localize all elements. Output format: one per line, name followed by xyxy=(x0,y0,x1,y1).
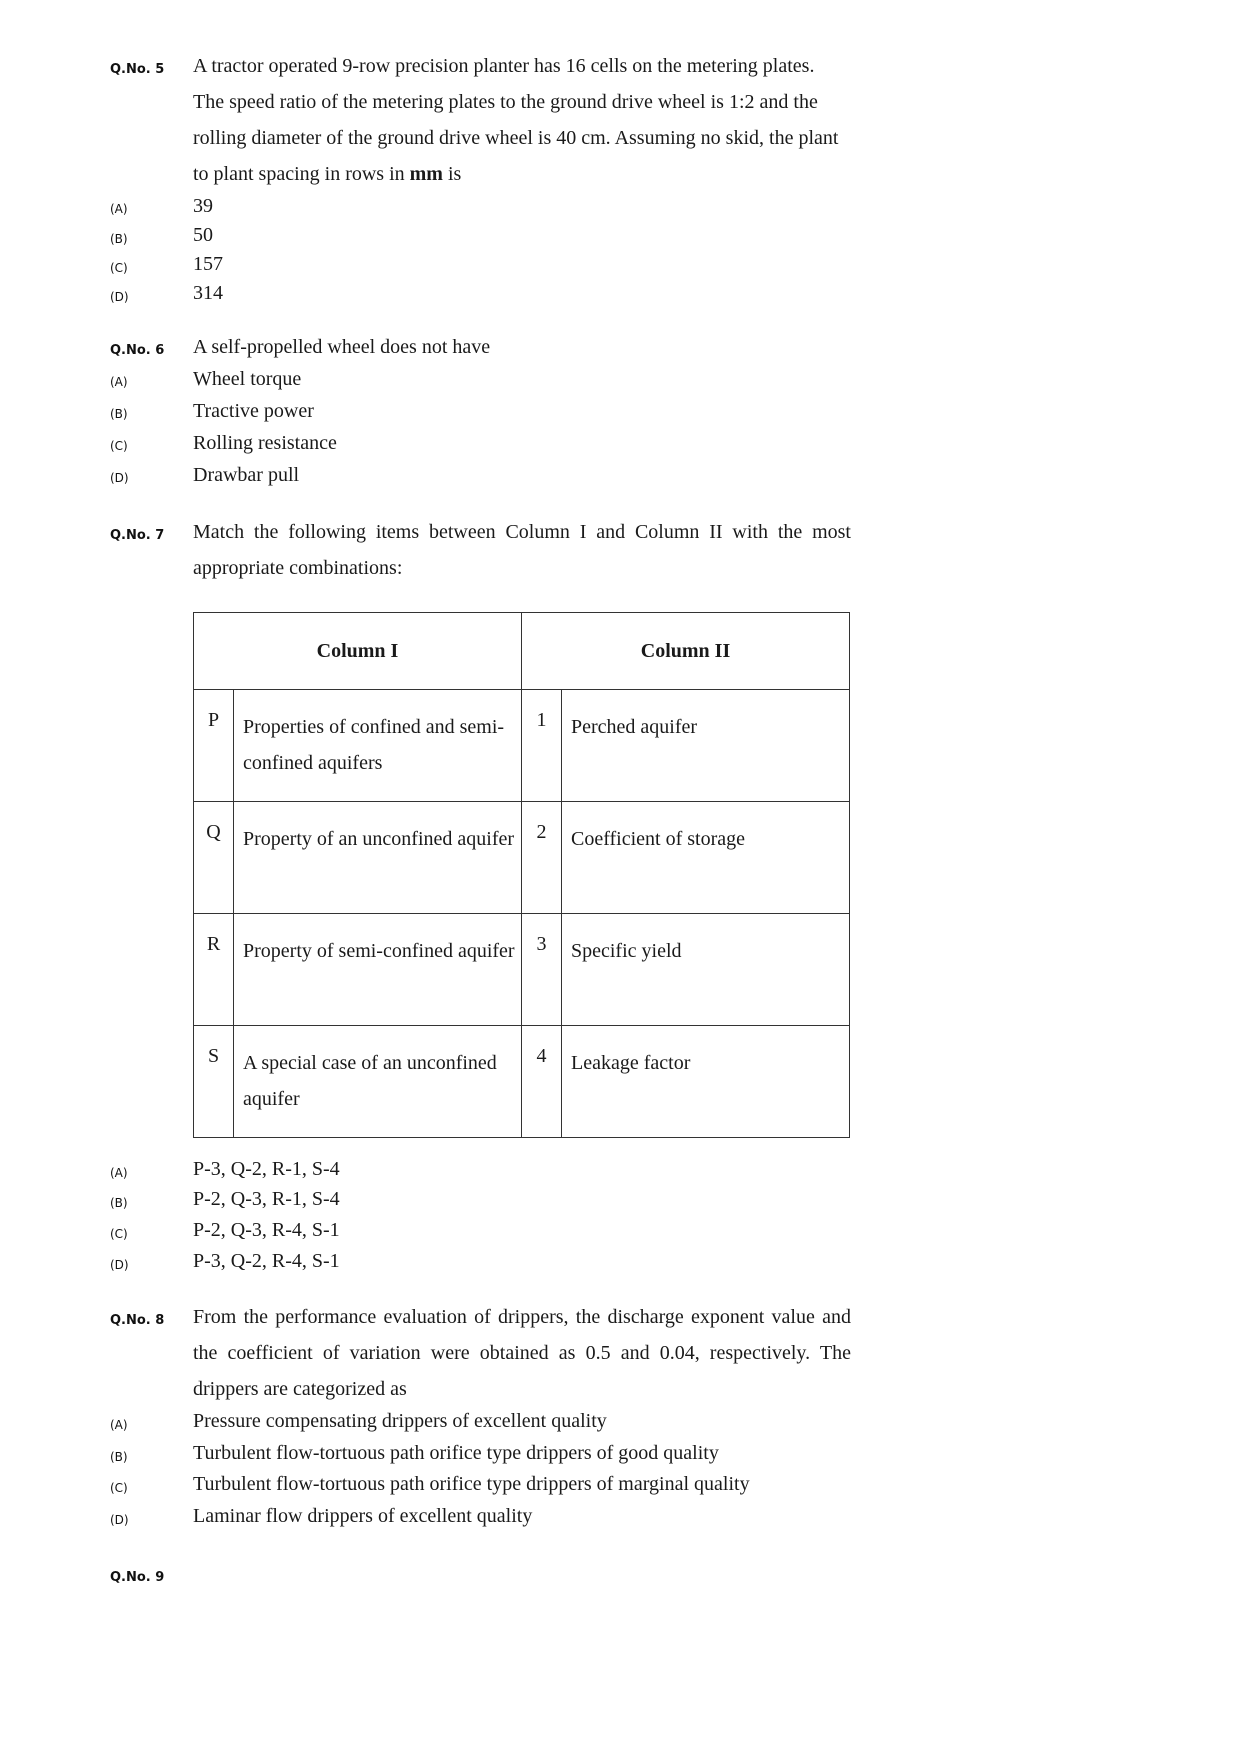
option-label: (A) xyxy=(110,1166,128,1180)
question-text-line: A tractor operated 9-row precision planter has 16 cells on the metering plates. xyxy=(193,55,815,77)
option-label: (C) xyxy=(110,1481,128,1495)
column-1-key: S xyxy=(194,1026,234,1138)
column-2-item: Coefficient of storage xyxy=(562,802,850,914)
column-2-header: Column II xyxy=(522,613,850,690)
match-table xyxy=(193,612,850,1138)
column-2-key: 2 xyxy=(522,802,562,914)
table-row xyxy=(194,1026,850,1138)
question-text-line: The speed ratio of the metering plates to the ground drive wheel is 1:2 and the xyxy=(193,91,818,113)
question-number: Q.No. 7 xyxy=(110,528,165,543)
option-label: (B) xyxy=(110,1450,128,1464)
option-text: 50 xyxy=(193,224,213,246)
column-1-item: A special case of an unconfined aquifer xyxy=(234,1026,522,1138)
question-text: A self-propelled wheel does not have xyxy=(193,336,491,358)
option-label: (D) xyxy=(110,471,129,485)
option-label: (B) xyxy=(110,232,128,246)
option-label: (B) xyxy=(110,407,128,421)
option-text: Rolling resistance xyxy=(193,432,337,454)
column-2-key: 4 xyxy=(522,1026,562,1138)
unit-emphasis: mm xyxy=(409,163,443,185)
option-label: (A) xyxy=(110,1418,128,1432)
option-text: Turbulent flow-tortuous path orifice type drippers of good quality xyxy=(193,1442,719,1464)
option-text: Turbulent flow-tortuous path orifice type drippers of marginal quality xyxy=(193,1473,750,1495)
question-text: From the performance evaluation of drippers, the discharge exponent value and the coefficient of variation were obtained as 0.5 and 0.04, respectively. The drippers are categorized as xyxy=(193,1306,851,1400)
column-1-item: Property of semi-confined aquifer xyxy=(234,914,522,1026)
question-number: Q.No. 5 xyxy=(110,62,165,77)
option-label: (D) xyxy=(110,290,129,304)
option-text: 157 xyxy=(193,253,223,275)
column-1-key: P xyxy=(194,690,234,802)
option-label: (A) xyxy=(110,375,128,389)
table-row xyxy=(194,690,850,802)
column-2-item: Specific yield xyxy=(562,914,850,1026)
column-1-item: Property of an unconfined aquifer xyxy=(234,802,522,914)
table-header-row xyxy=(194,613,850,690)
column-2-key: 1 xyxy=(522,690,562,802)
option-text: Laminar flow drippers of excellent quality xyxy=(193,1505,533,1527)
column-2-key: 3 xyxy=(522,914,562,1026)
option-text: P-3, Q-2, R-1, S-4 xyxy=(193,1158,340,1180)
column-1-key: R xyxy=(194,914,234,1026)
option-text: 39 xyxy=(193,195,213,217)
question-text-line: rolling diameter of the ground drive wheel is 40 cm. Assuming no skid, the plant xyxy=(193,127,839,149)
column-2-item: Leakage factor xyxy=(562,1026,850,1138)
table-row xyxy=(194,802,850,914)
question-number: Q.No. 6 xyxy=(110,343,165,358)
option-label: (D) xyxy=(110,1513,129,1527)
column-2-item: Perched aquifer xyxy=(562,690,850,802)
question-text: Match the following items between Column I and Column II with the most appropriate combinations: xyxy=(193,521,851,579)
option-text: Wheel torque xyxy=(193,368,302,390)
column-1-item: Properties of confined and semi-confined aquifers xyxy=(234,690,522,802)
option-text: 314 xyxy=(193,282,223,304)
option-label: (C) xyxy=(110,439,128,453)
option-text: Drawbar pull xyxy=(193,464,300,486)
option-text: P-2, Q-3, R-1, S-4 xyxy=(193,1188,340,1210)
option-text: Tractive power xyxy=(193,400,314,422)
option-text: P-2, Q-3, R-4, S-1 xyxy=(193,1219,340,1241)
option-label: (D) xyxy=(110,1258,129,1272)
option-label: (C) xyxy=(110,261,128,275)
question-number: Q.No. 9 xyxy=(110,1570,165,1585)
option-label: (B) xyxy=(110,1196,128,1210)
question-number: Q.No. 8 xyxy=(110,1313,165,1328)
column-1-key: Q xyxy=(194,802,234,914)
option-text: Pressure compensating drippers of excellent quality xyxy=(193,1410,607,1432)
option-label: (C) xyxy=(110,1227,128,1241)
table-row xyxy=(194,914,850,1026)
option-text: P-3, Q-2, R-4, S-1 xyxy=(193,1250,340,1272)
column-1-header: Column I xyxy=(194,613,522,690)
question-text-line: to plant spacing in rows in mm is xyxy=(193,163,462,185)
option-label: (A) xyxy=(110,202,128,216)
